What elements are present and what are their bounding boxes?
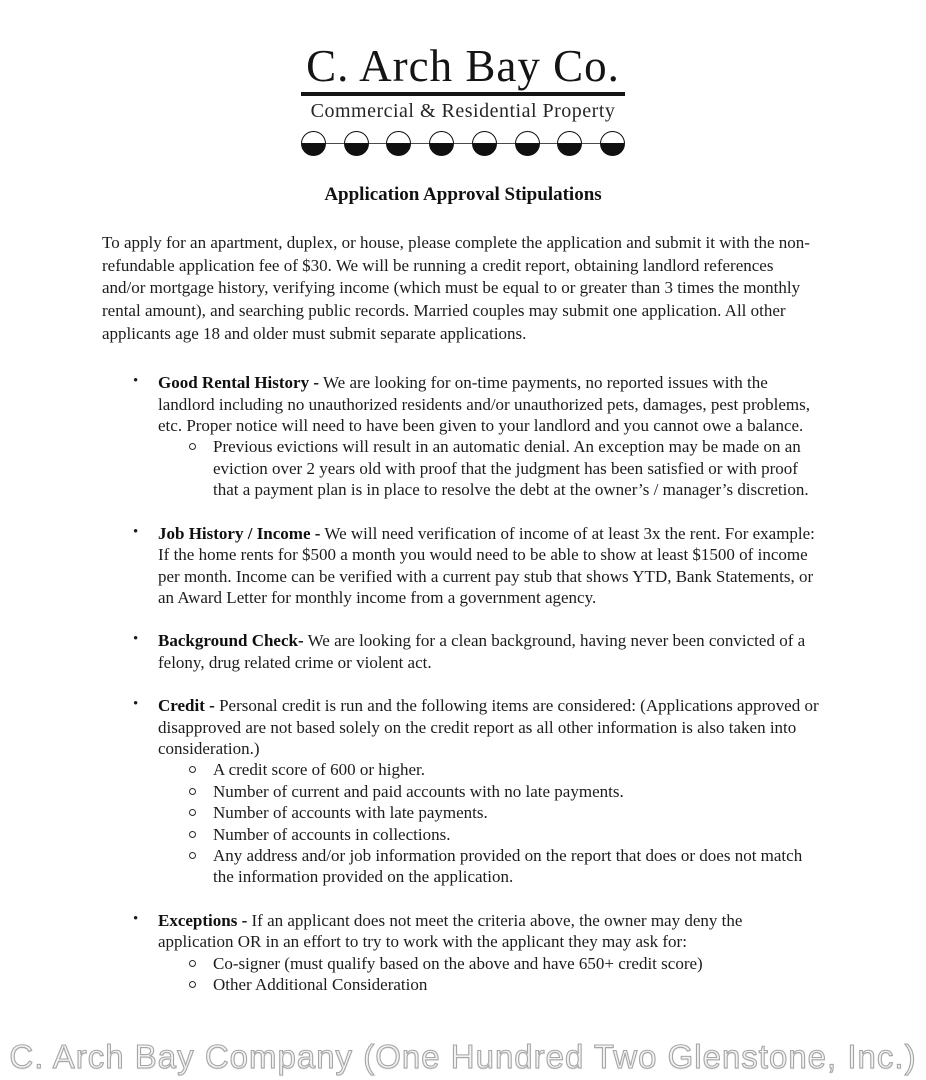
page-title: Application Approval Stipulations bbox=[324, 183, 602, 205]
list-item-exceptions bbox=[102, 910, 820, 996]
bullet-text: If an applicant does not meet the criteria above, the owner may deny the application OR in an effort to try to work with the applicant they may ask for: bbox=[158, 910, 743, 952]
stipulations-list bbox=[102, 372, 820, 995]
bullet-title: Job History / Income - bbox=[158, 523, 321, 543]
bullet-text: We will need verification of income of at least 3x the rent. For example: If the home rents for $500 a month you would need to be able to show at least $1500 of income per month. Income can be verified with a current pay stub that shows YTD, Bank Statements, or an Award Letter for monthly income from a government agency. bbox=[158, 523, 815, 607]
bullet-title: Credit - bbox=[158, 696, 215, 716]
half-filled-circle-icon bbox=[301, 131, 326, 156]
bullet-text: Personal credit is run and the following items are considered: (Applications approved or disapproved are not based solely on the credit report as all other information is also taken into consideration.) bbox=[158, 696, 819, 758]
bullet-title: Exceptions - bbox=[158, 910, 248, 930]
company-watermark: C. Arch Bay Company (One Hundred Two Glenstone, Inc.) bbox=[9, 1038, 917, 1075]
half-filled-circle-icon bbox=[515, 131, 540, 156]
sub-list bbox=[158, 759, 820, 887]
list-item-good-rental-history bbox=[102, 372, 820, 500]
half-filled-circle-icon bbox=[472, 131, 497, 156]
half-filled-circle-icon bbox=[429, 131, 454, 156]
sub-list-item: Any address and/or job information provided on the report that does or does not match the information provided on the application. bbox=[158, 845, 820, 888]
sub-list-item: Number of accounts in collections. bbox=[158, 824, 820, 845]
sub-list-item: Previous evictions will result in an automatic denial. An exception may be made on an eviction over 2 years old with proof that the judgment has been satisfied or with proof that a payment plan is in place to resolve the debt at the owner’s / manager’s discretion. bbox=[158, 436, 820, 500]
half-filled-circle-icon bbox=[386, 131, 411, 156]
bullet-text: We are looking for on-time payments, no reported issues with the landlord including no unauthorized residents and/or unauthorized pets, damages, pest problems, etc. Proper notice will need to have been given to your landlord and you cannot owe a balance. bbox=[158, 373, 810, 436]
list-item-credit bbox=[102, 695, 820, 888]
sub-list bbox=[158, 436, 820, 500]
sub-list-item: Co-signer (must qualify based on the above and have 650+ credit score) bbox=[158, 953, 820, 974]
sub-list-item: Number of current and paid accounts with no late payments. bbox=[158, 781, 820, 802]
list-item-job-history-income bbox=[102, 523, 820, 609]
sub-list-item: Other Additional Consideration bbox=[158, 974, 820, 995]
half-filled-circle-icon bbox=[557, 131, 582, 156]
logo-circles-decoration bbox=[301, 130, 625, 157]
half-filled-circle-icon bbox=[344, 131, 369, 156]
sub-list bbox=[158, 953, 820, 996]
sub-list-item: Number of accounts with late payments. bbox=[158, 802, 820, 823]
bullet-text: We are looking for a clean background, having never been convicted of a felony, drug related crime or violent act. bbox=[158, 631, 806, 672]
half-filled-circle-icon bbox=[600, 131, 625, 156]
company-tagline: Commercial & Residential Property bbox=[310, 99, 616, 122]
sub-list-item: A credit score of 600 or higher. bbox=[158, 759, 820, 780]
bullet-title: Good Rental History - bbox=[158, 373, 320, 393]
list-item-background-check bbox=[102, 630, 820, 673]
letterhead bbox=[0, 0, 926, 157]
company-logo-wordmark: C. Arch Bay Co. bbox=[301, 44, 625, 96]
bullet-title: Background Check- bbox=[158, 631, 304, 651]
intro-paragraph: To apply for an apartment, duplex, or house, please complete the application and submit it with the non-refundable application fee of $30. We will be running a credit report, obtaining landlord references and/or mortgage history, verifying income (which must be equal to or greater than 3 times the monthly rental amount), and searching public records. Married couples may submit one application. All other applicants age 18 and older must submit separate applications. bbox=[102, 232, 810, 344]
